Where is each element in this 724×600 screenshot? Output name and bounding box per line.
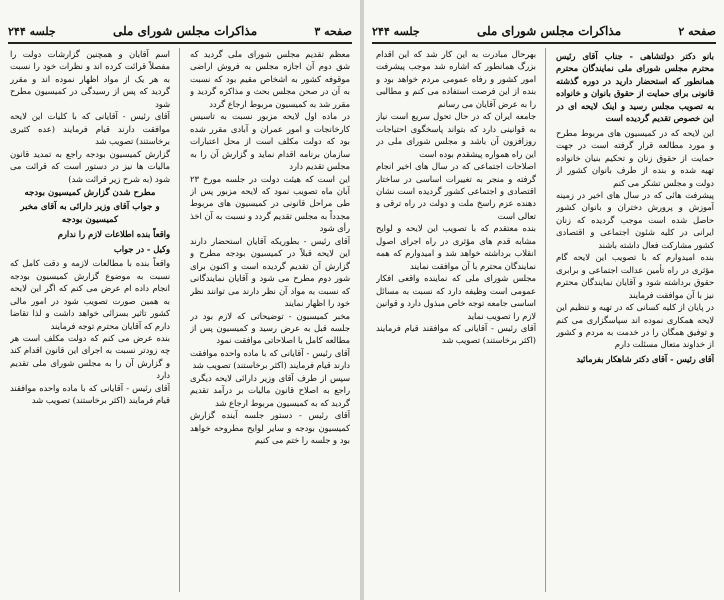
page-number: صفحه ۲: [678, 24, 716, 38]
paragraph: بهرحال مبادرت به این کار شد که این اقدام بزرگ همانطور که اشاره شد موجب پیشرفت امور کشور و رفاه عمومی مردم خواهد بود و بنده از این فرصت استفاده می کنم و مطالبی را به عرض آقایان می رسانم: [376, 49, 536, 109]
paragraph: آقای رئیس - آقایانی که با کلیات این لایحه موافقت دارند قیام فرمایند (عده کثیری برخاستند) تصویب شد: [10, 111, 170, 147]
speaker-line: واقعاً بنده اطلاعات لازم را ندارم: [57, 229, 170, 240]
paragraph: این است که هیئت دولت در جلسه مورخ ۲۳ آبان ماه تصویب نمود که لایحه مزبور پس از طی مراحل قانونی در کمیسیون های مربوط مجدداً به مجلس تقدیم گردد و نسبت به آن اخذ رأی شود: [190, 173, 350, 234]
section-heading: و جواب آقای وزیر دارائی به آقای مخبر کمیسیون بودجه: [20, 202, 160, 225]
page-header: [372, 20, 716, 44]
paragraph: بنده عرض می کنم که دولت مکلف است هر چه زودتر نسبت به اجرای این قانون اقدام کند و گزارش آن را به مجلس شورای ملی تقدیم دارد: [10, 332, 170, 381]
paragraph: اصلاحات اجتماعی که در سال های اخیر انجام گرفته و منجر به تغییرات اساسی در ساختار اقتصادی و اجتماعی کشور گردیده است نشان دهنده عزم راسخ ملت و دولت در راه ترقی و تعالی است: [376, 161, 536, 221]
text-column-left: [10, 48, 170, 594]
paragraph: آقای رئیس - بطوریکه آقایان استحضار دارند این لایحه قبلاً در کمیسیون بودجه مطرح و گزارش آن تقدیم گردیده است و اکنون برای شور دوم مطرح می شود و آقایان نمایندگانی که نسبت به مواد آن نظر دارند می توانند نظر خود را اظهار نمایند: [190, 235, 350, 309]
column-divider: [179, 48, 180, 592]
paragraph: آقای رئیس - آقایانی که با ماده واحده موافقت دارند قیام فرمایند (اکثر برخاستند) تصویب شد: [190, 347, 350, 371]
paragraph: بانو دکتر دولتشاهی - جناب آقای رئیس محترم مجلس شورای ملی نمایندگان محترم همانطور که استحضار دارید در دوره گذشته قانونی برای حمایت از حقوق بانوان و خانواده به تصویب مجلس رسید و اینک لایحه ای در این خصوص تقدیم گردیده است: [556, 51, 714, 124]
paragraph: این لایحه که در کمیسیون های مربوط مطرح و مورد مطالعه قرار گرفته است در جهت حمایت از حقوق زنان و تحکیم بنیان خانواده تهیه شده و بنده از طرف بانوان کشور از دولت و مجلس تشکر می کنم: [556, 127, 714, 188]
paragraph: مجلس شورای ملی که نماینده واقعی افکار عمومی است وظیفه دارد که نسبت به مسائل اساسی جامعه توجه خاص مبذول دارد و قوانین لازم را تصویب نماید: [376, 273, 536, 321]
section-heading: مطرح شدن گزارش کمیسیون بودجه: [24, 187, 156, 198]
paragraph: در پایان از کلیه کسانی که در تهیه و تنظیم این لایحه همکاری نموده اند سپاسگزاری می کنم و توفیق همگان را در خدمت به مردم و کشور از خداوند متعال مسئلت دارم: [556, 302, 714, 350]
newspaper-title: مذاکرات مجلس شورای ملی: [476, 24, 622, 38]
paragraph: معظم تقدیم مجلس شورای ملی گردید که شق دوم آن اجازه مجلس به فروش اراضی موقوفه کشور به اشخاص مقیم بود که نسبت به آن در صحن مجلس بحث و مذاکره گردید و مقرر شد به کمیسیون مربوط ارجاع گردد: [190, 49, 350, 109]
page-number: صفحه ۳: [314, 24, 352, 38]
speaker-line: وکیل - در جواب: [113, 243, 170, 254]
paragraph: سپس از طرف آقای وزیر دارائی لایحه دیگری راجع به اصلاح قانون مالیات بر درآمد تقدیم گردید که به کمیسیون مربوط ارجاع شد: [190, 372, 350, 408]
paragraph: واقعاً بنده با مطالعات لازمه و دقت کامل که نسبت به موضوع گزارش کمیسیون بودجه انجام داده ام عرض می کنم که اگر این لایحه به همین صورت تصویب شود در امور مالی کشور تاثیر بسزائی خواهد داشت و لذا تقاضا دارم که آقایان محترم توجه فرمایند: [10, 258, 170, 331]
paragraph: جامعه ایران که در حال تحول سریع است نیاز به قوانینی دارد که بتواند پاسخگوی احتیاجات روزافزون آن باشد و مجلس شورای ملی در این راه همواره پیشقدم بوده است: [376, 111, 536, 159]
paragraph: آقای رئیس - آقایانی که موافقند قیام فرمایند (اکثر برخاستند) تصویب شد: [376, 322, 536, 346]
paragraph: آقای رئیس - دستور جلسه آینده گزارش کمیسیون بودجه و سایر لوایح مطروحه خواهد بود و جلسه را ختم می کنیم: [190, 410, 350, 446]
paragraph: پیشرفت هائی که در سال های اخیر در زمینه آموزش و پرورش دختران و بانوان کشور حاصل شده است موجب گردیده که زنان ایرانی در کلیه شئون اجتماعی و اقتصادی کشور مشارکت فعال داشته باشند: [556, 189, 714, 250]
paragraph: در ماده اول لایحه مزبور نسبت به تاسیس کارخانجات و امور عمران و آبادی مقرر شده بود که دولت مکلف است از محل اعتبارات سازمان برنامه اقدام نماید و گزارش آن را به مجلس تقدیم دارد: [190, 111, 350, 172]
paragraph: بنده امیدوارم که با تصویب این لایحه گام مؤثری در راه تأمین عدالت اجتماعی و برابری حقوق برداشته شود و آقایان نمایندگان محترم نیز با آن موافقت فرمایند: [556, 252, 714, 300]
paragraph: بنده معتقدم که با تصویب این لایحه و لوایح مشابه قدم های مؤثری در راه اجرای اصول انقلاب برداشته خواهد شد و امیدوارم که همه نمایندگان محترم با آن موافقت نمایند: [376, 223, 536, 271]
newspaper-title: مذاکرات مجلس شورای ملی: [112, 24, 258, 38]
paragraph: گزارش کمیسیون بودجه راجع به تمدید قانون مالیات ها نیز در دستور است که قرائت می شود (به شرح زیر قرائت شد): [10, 148, 170, 184]
text-column-right: [556, 48, 714, 594]
column-divider: [545, 48, 546, 592]
text-column-right: [190, 48, 350, 594]
page-3: [0, 0, 360, 600]
session-number: جلسه ۲۴۴: [8, 24, 56, 38]
text-column-left: [376, 48, 536, 594]
page-2: [364, 0, 724, 600]
paragraph: آقای رئیس - آقایانی که با ماده واحده موافقند قیام فرمایند (اکثر برخاستند) تصویب شد: [10, 382, 170, 406]
page-header: [8, 20, 352, 44]
speaker-line: آقای رئیس - آقای دکتر شاهکار بفرمائید: [576, 353, 714, 364]
paragraph: مخبر کمیسیون - توضیحاتی که لازم بود در جلسه قبل به عرض رسید و کمیسیون پس از مطالعه کامل با اصلاحاتی موافقت نمود: [190, 310, 350, 346]
paragraph: اسم آقایان و همچنین گزارشات دولت را مفصلاً قرائت کرده اند و نظرات خود را نسبت به هر یک از مواد اظهار نموده اند و مقرر گردید که پس از رسیدگی در کمیسیون مطرح شود: [10, 49, 170, 109]
session-number: جلسه ۲۴۴: [372, 24, 420, 38]
